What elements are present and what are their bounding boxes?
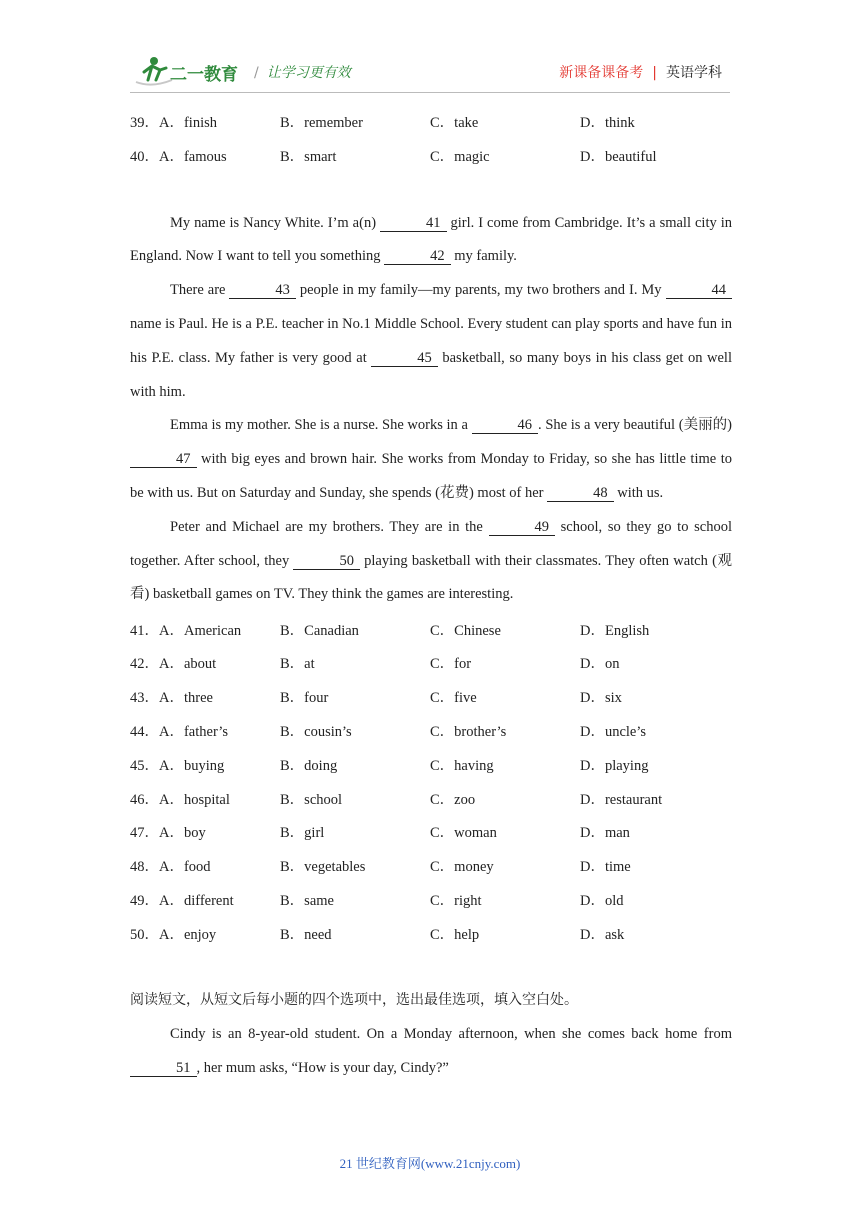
blank-51: 51 (130, 1060, 197, 1077)
option-d: D．six (580, 690, 622, 707)
option-a: A．different (159, 892, 234, 909)
spacer (130, 173, 732, 207)
option-a-cell (130, 652, 280, 673)
page-footer: 21 世纪教育网(www.21cnjy.com) (339, 1156, 521, 1171)
question-number: 44． (130, 723, 159, 740)
question-number: 42． (130, 656, 159, 673)
option-a: A．father’s (159, 723, 228, 740)
option-c: C．Chinese (430, 622, 501, 639)
header-subject (559, 62, 722, 82)
question-row (130, 815, 732, 849)
question-row-39 (130, 105, 732, 139)
option-b: B．need (280, 926, 332, 943)
option-d: D．uncle’s (580, 723, 647, 740)
question-number: 41． (130, 622, 159, 639)
option-c: C．money (430, 859, 494, 876)
blank-44: 44 (666, 282, 733, 299)
blank-43: 43 (229, 282, 296, 299)
blank-48: 48 (547, 485, 614, 502)
passage-paragraph-4: Peter and Michael are my brothers. They are in the 49 school, so they go to school together. After school, they 50 playing basketball with their classmates. They often watch (观看) basketball games on TV. They think the games are interesting. (130, 518, 732, 603)
option-c: C．magic (430, 149, 490, 166)
option-d: D．man (580, 825, 630, 842)
option-c: C．zoo (430, 791, 476, 808)
option-c: C．help (430, 926, 480, 943)
passage-paragraph-3: Emma is my mother. She is a nurse. She works in a 46 . She is a very beautiful (美丽的) 47 with big eyes and brown hair. She works from Monday to Friday, so she has little time to be with us. But on Saturday and Sunday, she spends (花费) most of her 48 with us. (130, 417, 732, 501)
question-number: 50． (130, 926, 159, 943)
passage-paragraph-2: There are 43 people in my family—my parents, my two brothers and I. My 44 name is Paul. He is a P.E. teacher in No.1 Middle School. Every student can play sports and have fun in his P.E. class. My father is very good at 45 basketball, so many boys in his class get on well with him. (130, 282, 732, 400)
logo-text: 二一教育 (170, 65, 238, 85)
options-list (130, 612, 732, 950)
option-b: B．girl (280, 825, 325, 842)
header-separator: | (652, 65, 657, 81)
option-a-cell (130, 889, 280, 910)
slogan: / 让学习更有效 (254, 65, 351, 81)
option-a: A．buying (159, 757, 225, 774)
option-a-cell (130, 720, 280, 741)
option-d: D．on (580, 656, 620, 673)
question-row-40 (130, 139, 732, 173)
option-c: C．right (430, 892, 482, 909)
blank-50: 50 (293, 553, 360, 570)
section-instruction: 阅读短文，从短文后每小题的四个选项中，选出最佳选项，填入空白处。 (130, 992, 578, 1009)
option-a-cell (130, 788, 280, 809)
option-c: C．take (430, 115, 479, 132)
header-tag: 新课备课备考 (559, 65, 644, 81)
brand-logo (132, 52, 252, 92)
question-number: 43． (130, 690, 159, 707)
option-a: A．American (159, 622, 242, 639)
option-a-cell (130, 855, 280, 876)
option-b: B．same (280, 892, 334, 909)
option-b: B．cousin’s (280, 723, 352, 740)
option-a: A．famous (159, 149, 227, 166)
passage-paragraph-1: My name is Nancy White. I’m a(n) 41 girl. I come from Cambridge. It’s a small city in England. Now I want to tell you something 42 my family. (130, 214, 732, 265)
blank-41: 41 (380, 215, 447, 232)
option-b: B．Canadian (280, 622, 359, 639)
question-number: 39． (130, 115, 159, 132)
option-b: B．remember (280, 115, 363, 132)
header-divider (130, 92, 730, 93)
question-row (130, 747, 732, 781)
option-a: A．enjoy (159, 926, 217, 943)
option-b: B．school (280, 791, 343, 808)
option-a-cell (130, 686, 280, 707)
option-d: D．time (580, 859, 631, 876)
option-b: B．at (280, 656, 315, 673)
option-c: C．five (430, 690, 477, 707)
option-b: B．four (280, 690, 329, 707)
document-body (130, 105, 732, 1086)
option-a: A．finish (159, 115, 217, 132)
question-number: 49． (130, 892, 159, 909)
blank-49: 49 (489, 519, 556, 536)
question-row (130, 883, 732, 917)
option-c: C．for (430, 656, 472, 673)
option-d: D．restaurant (580, 791, 663, 808)
header-subject-label: 英语学科 (666, 65, 722, 81)
option-a: A．about (159, 656, 217, 673)
option-a: A．hospital (159, 791, 230, 808)
option-d: D．think (580, 115, 635, 132)
question-row (130, 612, 732, 646)
option-d: D．English (580, 622, 650, 639)
blank-45: 45 (371, 350, 438, 367)
option-d: D．beautiful (580, 149, 657, 166)
option-a: A．boy (159, 825, 206, 842)
option-c: C．having (430, 757, 494, 774)
blank-47: 47 (130, 451, 197, 468)
question-row (130, 849, 732, 883)
option-a-cell (130, 923, 280, 944)
option-d: D．old (580, 892, 624, 909)
blank-46: 46 (472, 417, 539, 434)
option-a-cell (130, 754, 280, 775)
slogan-text: 让学习更有效 (266, 65, 351, 81)
spacer (130, 950, 732, 984)
option-a-cell (130, 619, 280, 640)
option-d: D．ask (580, 926, 625, 943)
question-row (130, 781, 732, 815)
question-row (130, 714, 732, 748)
question-row (130, 916, 732, 950)
question-row (130, 646, 732, 680)
blank-42: 42 (384, 248, 451, 265)
question-number: 47． (130, 825, 159, 842)
question-number: 45． (130, 757, 159, 774)
option-a: A．three (159, 690, 213, 707)
passage2-paragraph-1: Cindy is an 8-year-old student. On a Monday afternoon, when she comes back home from 51 , her mum asks, “How is your day, Cindy?” (130, 1018, 732, 1086)
question-number: 48． (130, 859, 159, 876)
option-b: B．vegetables (280, 859, 366, 876)
option-d: D．playing (580, 757, 649, 774)
option-a-cell (130, 821, 280, 842)
page-header (0, 0, 860, 100)
option-c: C．woman (430, 825, 497, 842)
option-a: A．food (159, 859, 211, 876)
question-row (130, 680, 732, 714)
option-b: B．doing (280, 757, 338, 774)
option-c: C．brother’s (430, 723, 507, 740)
question-number: 40． (130, 149, 159, 166)
option-b: B．smart (280, 149, 337, 166)
question-number: 46． (130, 791, 159, 808)
